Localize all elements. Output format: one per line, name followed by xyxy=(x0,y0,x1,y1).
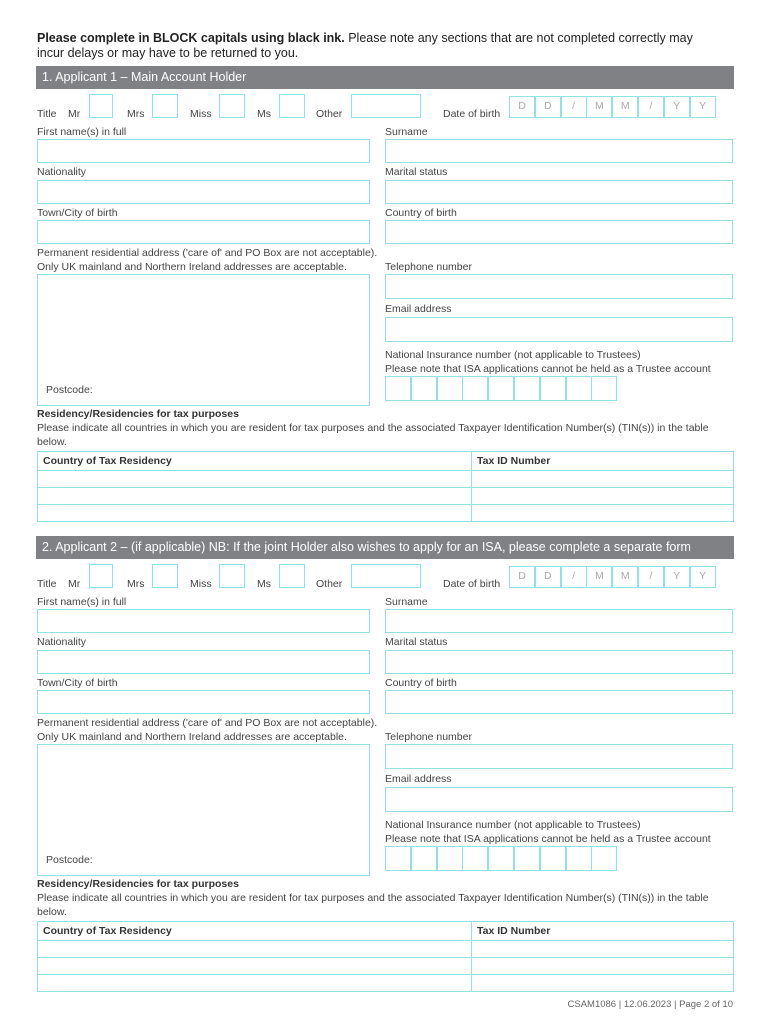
tax-id-cell[interactable] xyxy=(472,505,734,522)
ni-char-box[interactable] xyxy=(437,846,463,871)
dob-digit-box[interactable]: M xyxy=(586,566,612,588)
marital-status-label: Marital status xyxy=(385,166,448,178)
table-row xyxy=(38,471,734,488)
intro-rest: Please note any sections that are not completed correctly may incur delays or may have to be returned to you. xyxy=(37,31,693,60)
dob-digit-box[interactable]: D xyxy=(535,96,561,118)
title-option-box[interactable] xyxy=(219,94,245,118)
country-of-birth-label: Country of birth xyxy=(385,677,457,689)
tax-id-cell[interactable] xyxy=(472,958,734,975)
email-label: Email address xyxy=(385,773,452,785)
ni-char-box[interactable] xyxy=(462,846,488,871)
ni-char-box[interactable] xyxy=(514,376,540,401)
ni-char-box[interactable] xyxy=(514,846,540,871)
ni-char-box[interactable] xyxy=(385,376,411,401)
title-option-label: Mr xyxy=(68,578,81,590)
surname-input[interactable] xyxy=(385,139,733,163)
ni-char-box[interactable] xyxy=(437,376,463,401)
tax-country-cell[interactable] xyxy=(38,488,472,505)
first-names-input[interactable] xyxy=(37,609,370,633)
ni-label: National Insurance number (not applicable to Trustees) xyxy=(385,819,641,831)
email-input[interactable] xyxy=(385,317,733,342)
country-of-birth-input[interactable] xyxy=(385,220,733,244)
marital-status-label: Marital status xyxy=(385,636,448,648)
tax-id-cell[interactable] xyxy=(472,488,734,505)
title-option-box[interactable] xyxy=(279,94,305,118)
ni-trustee-note: Please note that ISA applications cannot be held as a Trustee account xyxy=(385,363,711,375)
dob-digit-box[interactable]: M xyxy=(586,96,612,118)
table-row xyxy=(38,505,734,522)
title-option-label: Other xyxy=(316,108,343,120)
title-option-box[interactable] xyxy=(152,564,178,588)
ni-char-box[interactable] xyxy=(488,846,514,871)
ni-char-box[interactable] xyxy=(488,376,514,401)
dob-digit-box[interactable]: D xyxy=(535,566,561,588)
tax-country-header: Country of Tax Residency xyxy=(38,922,472,941)
tax-country-cell[interactable] xyxy=(38,505,472,522)
title-option-box[interactable] xyxy=(351,94,421,118)
dob-label: Date of birth xyxy=(443,578,501,590)
surname-input[interactable] xyxy=(385,609,733,633)
title-option-box[interactable] xyxy=(89,564,113,588)
tax-id-cell[interactable] xyxy=(472,941,734,958)
residency-instructions: Please indicate all countries in which you are resident for tax purposes and the associated Taxpayer Identification Number(s) (TIN(s)) in the table below. xyxy=(37,422,709,448)
tax-id-header: Tax ID Number xyxy=(472,922,734,941)
surname-label: Surname xyxy=(385,126,428,138)
ni-char-box[interactable] xyxy=(540,376,566,401)
first-names-input[interactable] xyxy=(37,139,370,163)
tax-residency-table xyxy=(37,451,734,522)
title-option-label: Ms xyxy=(257,108,271,120)
ni-trustee-note: Please note that ISA applications cannot be held as a Trustee account xyxy=(385,833,711,845)
dob-digit-box[interactable]: Y xyxy=(690,566,716,588)
title-option-label: Ms xyxy=(257,578,271,590)
dob-label: Date of birth xyxy=(443,108,501,120)
nationality-input[interactable] xyxy=(37,650,370,674)
title-option-box[interactable] xyxy=(152,94,178,118)
dob-digit-box[interactable]: / xyxy=(638,96,664,118)
tax-residency-table xyxy=(37,921,734,992)
postcode-label: Postcode: xyxy=(46,854,93,866)
dob-digit-box[interactable]: D xyxy=(509,566,535,588)
telephone-input[interactable] xyxy=(385,274,733,299)
table-row xyxy=(38,975,734,992)
country-of-birth-input[interactable] xyxy=(385,690,733,714)
tax-country-cell[interactable] xyxy=(38,471,472,488)
tax-id-header: Tax ID Number xyxy=(472,452,734,471)
title-option-label: Other xyxy=(316,578,343,590)
title-option-label: Miss xyxy=(190,108,212,120)
tax-id-cell[interactable] xyxy=(472,471,734,488)
nationality-label: Nationality xyxy=(37,636,87,648)
dob-digit-box[interactable]: M xyxy=(612,96,638,118)
dob-digit-box[interactable]: / xyxy=(561,96,587,118)
ni-char-box[interactable] xyxy=(540,846,566,871)
town-of-birth-input[interactable] xyxy=(37,690,370,714)
ni-char-box[interactable] xyxy=(411,376,437,401)
title-option-label: Mrs xyxy=(127,578,145,590)
table-row xyxy=(38,958,734,975)
dob-digit-box[interactable]: Y xyxy=(690,96,716,118)
title-option-box[interactable] xyxy=(279,564,305,588)
dob-digit-box[interactable]: M xyxy=(612,566,638,588)
ni-char-box[interactable] xyxy=(385,846,411,871)
telephone-label: Telephone number xyxy=(385,731,472,743)
marital-status-input[interactable] xyxy=(385,180,733,204)
town-of-birth-label: Town/City of birth xyxy=(37,677,118,689)
title-label: Title xyxy=(37,578,57,590)
surname-label: Surname xyxy=(385,596,428,608)
residency-heading: Residency/Residencies for tax purposes xyxy=(37,878,239,890)
section-heading: 2. Applicant 2 – (if applicable) NB: If the joint Holder also wishes to apply for an ISA, please complete a separate form xyxy=(36,536,734,559)
address-label-line2: Only UK mainland and Northern Ireland addresses are acceptable. xyxy=(37,261,347,273)
intro-bold: Please complete in BLOCK capitals using black ink. xyxy=(37,31,345,45)
ni-char-box[interactable] xyxy=(591,846,617,871)
tax-id-cell[interactable] xyxy=(472,975,734,992)
town-of-birth-input[interactable] xyxy=(37,220,370,244)
table-row xyxy=(38,488,734,505)
ni-char-box[interactable] xyxy=(566,846,592,871)
marital-status-input[interactable] xyxy=(385,650,733,674)
tax-country-header: Country of Tax Residency xyxy=(38,452,472,471)
ni-char-box[interactable] xyxy=(462,376,488,401)
section-heading: 1. Applicant 1 – Main Account Holder xyxy=(36,66,734,89)
ni-char-box[interactable] xyxy=(591,376,617,401)
ni-label: National Insurance number (not applicable to Trustees) xyxy=(385,349,641,361)
dob-digit-box[interactable]: Y xyxy=(664,96,690,118)
page-footer: CSAM1086 | 12.06.2023 | Page 2 of 10 xyxy=(567,999,733,1010)
first-names-label: First name(s) in full xyxy=(37,126,127,138)
table-row xyxy=(38,941,734,958)
nationality-input[interactable] xyxy=(37,180,370,204)
dob-digit-box[interactable]: / xyxy=(561,566,587,588)
country-of-birth-label: Country of birth xyxy=(385,207,457,219)
dob-digit-box[interactable]: D xyxy=(509,96,535,118)
tax-country-cell[interactable] xyxy=(38,975,472,992)
address-label-line2: Only UK mainland and Northern Ireland addresses are acceptable. xyxy=(37,731,347,743)
email-label: Email address xyxy=(385,303,452,315)
address-label-line1: Permanent residential address ('care of' and PO Box are not acceptable). xyxy=(37,717,378,729)
telephone-input[interactable] xyxy=(385,744,733,769)
town-of-birth-label: Town/City of birth xyxy=(37,207,118,219)
title-option-box[interactable] xyxy=(351,564,421,588)
telephone-label: Telephone number xyxy=(385,261,472,273)
tax-country-cell[interactable] xyxy=(38,941,472,958)
residency-heading: Residency/Residencies for tax purposes xyxy=(37,408,239,420)
title-option-label: Mrs xyxy=(127,108,145,120)
dob-digit-box[interactable]: Y xyxy=(664,566,690,588)
title-option-box[interactable] xyxy=(219,564,245,588)
intro-instructions xyxy=(37,31,717,61)
ni-char-box[interactable] xyxy=(411,846,437,871)
title-option-box[interactable] xyxy=(89,94,113,118)
title-option-label: Miss xyxy=(190,578,212,590)
title-option-label: Mr xyxy=(68,108,81,120)
residency-instructions: Please indicate all countries in which you are resident for tax purposes and the associated Taxpayer Identification Number(s) (TIN(s)) in the table below. xyxy=(37,892,709,918)
ni-char-box[interactable] xyxy=(566,376,592,401)
tax-country-cell[interactable] xyxy=(38,958,472,975)
address-label-line1: Permanent residential address ('care of' and PO Box are not acceptable). xyxy=(37,247,378,259)
title-label: Title xyxy=(37,108,57,120)
email-input[interactable] xyxy=(385,787,733,812)
first-names-label: First name(s) in full xyxy=(37,596,127,608)
postcode-label: Postcode: xyxy=(46,384,93,396)
nationality-label: Nationality xyxy=(37,166,87,178)
dob-digit-box[interactable]: / xyxy=(638,566,664,588)
